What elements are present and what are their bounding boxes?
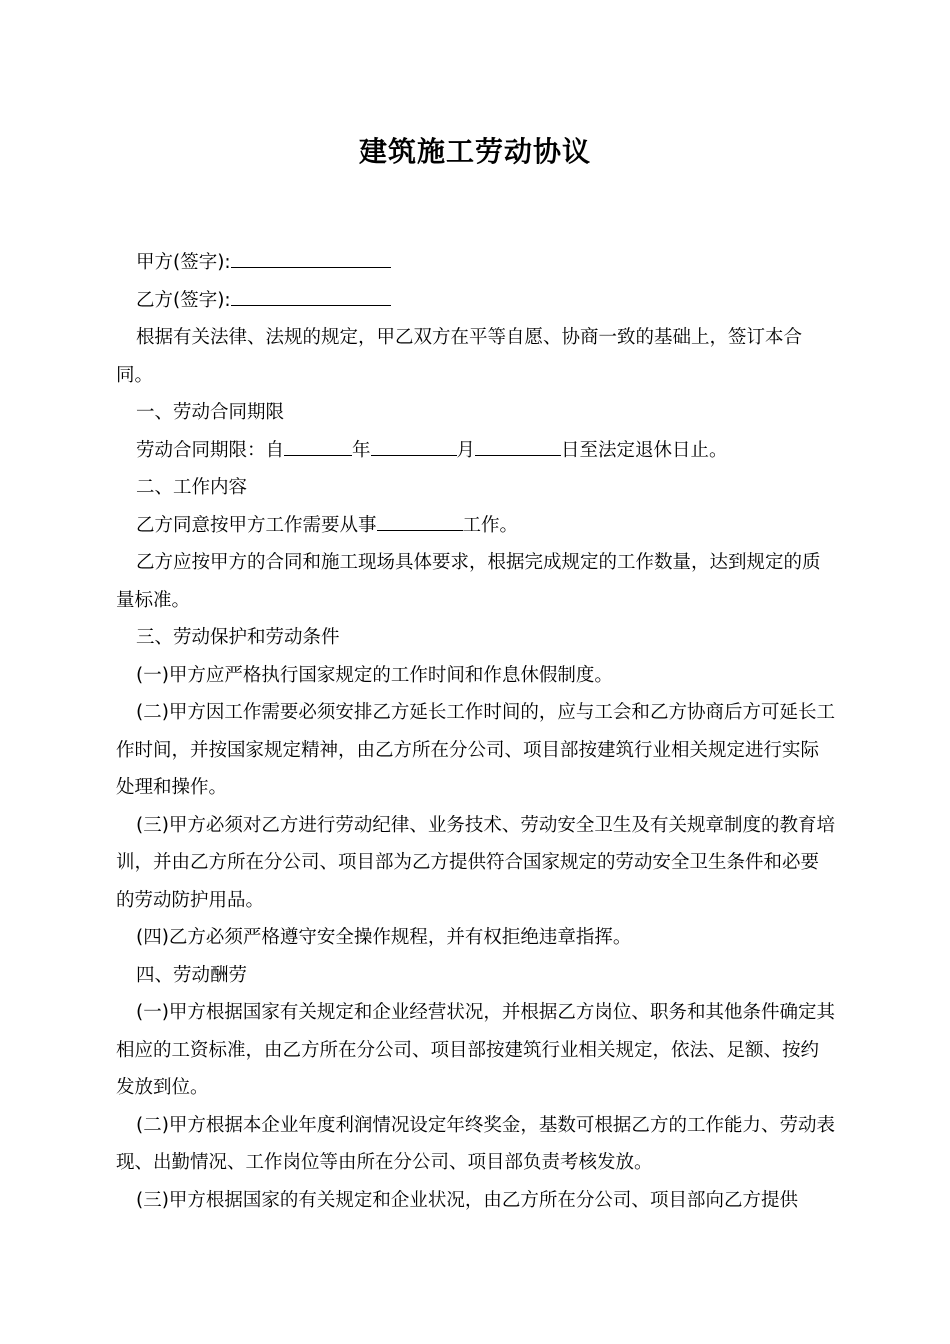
term-prefix: 劳动合同期限：自 — [136, 439, 285, 461]
section-3-item-1: (一)甲方应严格执行国家规定的工作时间和作息休假制度。 — [136, 664, 613, 686]
section-2-paragraph-2: 乙方应按甲方的合同和施工现场具体要求，根据完成规定的工作数量，达到规定的质量标准。 — [116, 552, 821, 611]
party-a-label: 甲方(签字): — [136, 252, 231, 273]
party-a-signature-blank — [231, 249, 391, 268]
section-3-item-2: (二)甲方因工作需要必须安排乙方延长工作时间的，应与工会和乙方协商后方可延长工作时间，并按国家规定精神，由乙方所在分公司、项目部按建筑行业相关规定进行实际处理和操作。 — [116, 702, 835, 798]
party-a-signature-line — [116, 244, 836, 282]
party-b-signature-line — [116, 282, 836, 320]
section-4-item-2: (二)甲方根据本企业年度利润情况设定年终奖金，基数可根据乙方的工作能力、劳动表现、出勤情况、工作岗位等由所在分公司、项目部负责考核发放。 — [116, 1114, 835, 1173]
year-label: 年 — [352, 439, 371, 461]
document-body — [116, 244, 836, 1219]
section-2-heading: 二、工作内容 — [136, 477, 248, 498]
job-blank — [377, 512, 463, 531]
section-3-heading: 三、劳动保护和劳动条件 — [136, 627, 340, 648]
month-blank — [371, 437, 457, 456]
work-suffix: 工作。 — [462, 514, 519, 536]
section-3-item-4: (四)乙方必须严格遵守安全操作规程，并有权拒绝违章指挥。 — [136, 927, 632, 948]
contract-term-line — [116, 432, 836, 470]
party-b-signature-blank — [231, 287, 391, 306]
work-prefix: 乙方同意按甲方工作需要从事 — [136, 514, 377, 536]
year-blank — [284, 437, 352, 456]
day-blank — [475, 437, 561, 456]
intro-paragraph: 根据有关法律、法规的规定，甲乙双方在平等自愿、协商一致的基础上，签订本合同。 — [116, 327, 803, 386]
month-label: 月 — [456, 439, 476, 461]
section-3-item-3: (三)甲方必须对乙方进行劳动纪律、业务技术、劳动安全卫生及有关规章制度的教育培训，并由乙方所在分公司、项目部为乙方提供符合国家规定的劳动安全卫生条件和必要的劳动防护用品。 — [116, 814, 835, 911]
section-4-item-1: (一)甲方根据国家有关规定和企业经营状况，并根据乙方岗位、职务和其他条件确定其相应的工资标准，由乙方所在分公司、项目部按建筑行业相关规定，依法、足额、按约发放到位。 — [116, 1002, 835, 1098]
section-1-heading: 一、劳动合同期限 — [136, 402, 285, 423]
section-4-item-3: (三)甲方根据国家的有关规定和企业状况，由乙方所在分公司、项目部向乙方提供 — [136, 1189, 798, 1211]
party-b-label: 乙方(签字): — [136, 289, 231, 311]
work-content-line — [116, 507, 836, 545]
section-4-heading: 四、劳动酬劳 — [136, 964, 248, 986]
day-suffix: 日至法定退休日止。 — [561, 439, 728, 461]
document-title: 建筑施工劳动协议 — [358, 135, 591, 168]
